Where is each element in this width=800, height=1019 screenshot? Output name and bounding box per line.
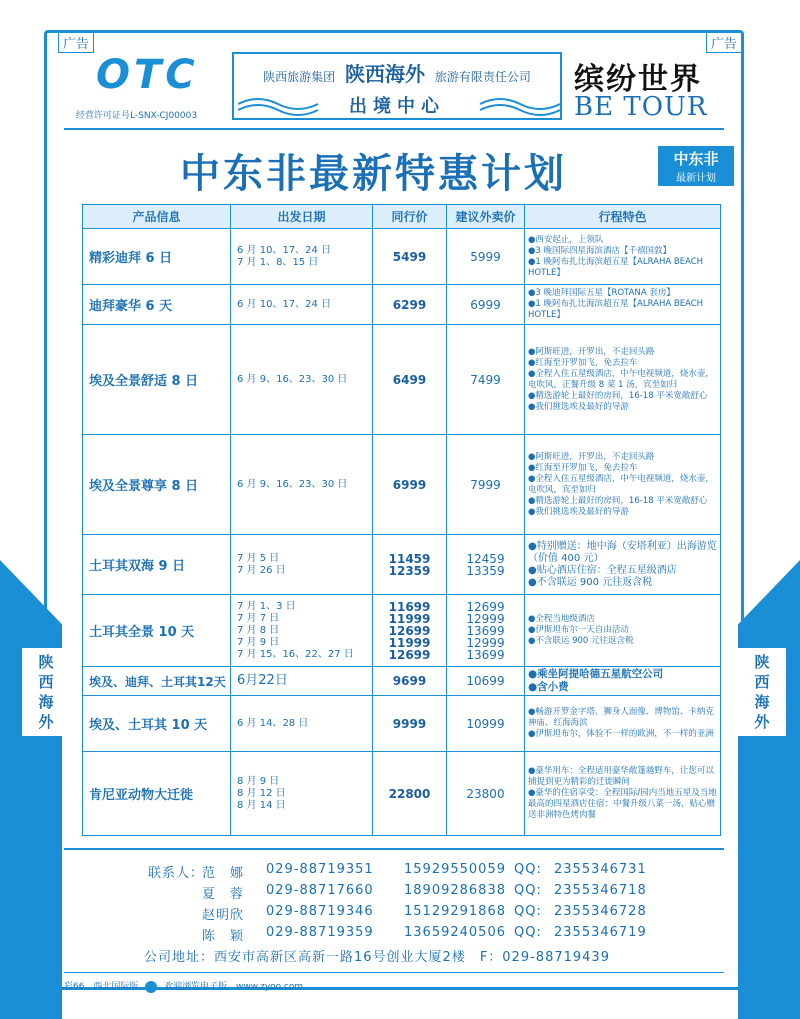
tour-table — [82, 204, 721, 836]
features — [525, 285, 721, 325]
table-row — [83, 667, 721, 696]
company-line — [234, 58, 560, 87]
side-char: 海 — [754, 693, 770, 711]
qq-label: QQ: — [514, 862, 542, 877]
features — [525, 752, 721, 836]
price-line: 11699 — [388, 599, 431, 614]
price-line: 12699 — [388, 647, 431, 662]
departure-dates — [231, 667, 373, 696]
table-row — [83, 535, 721, 595]
date-line: 7 月 15、16、22、27 日 — [237, 648, 354, 660]
price-line: 12999 — [466, 635, 505, 650]
departure-dates — [231, 595, 373, 667]
feature-item: ●豪华的住宿享受：全程国际/园内当地五星及当地最高的四星酒店住宿：中餐升级八菜一汤，贴心赠送非洲特色烤肉餐 — [528, 788, 717, 820]
qq-label: QQ: — [514, 883, 542, 898]
date-line: 7 月 26 日 — [237, 564, 286, 576]
contact-qq: 2355346728 — [554, 904, 647, 919]
retail-price: 7999 — [447, 435, 525, 535]
product-name: 埃及全景舒适 8 日 — [83, 325, 231, 435]
price-line: 12359 — [388, 563, 431, 578]
features — [525, 696, 721, 752]
features — [525, 667, 721, 696]
feature-item: ●豪华用车：全程适用豪华敞篷越野车，让您可以捕捉到更为精彩的迁徙瞬间 — [528, 766, 714, 787]
feature-item: ●不含联运 900 元往返含税 — [528, 636, 634, 646]
badge-line-1: 中东非 — [673, 150, 719, 168]
table-row — [83, 229, 721, 285]
side-char: 西 — [754, 673, 770, 691]
date-line: 7 月 1、3 日 — [237, 600, 296, 612]
product-name: 埃及全景尊享 8 日 — [83, 435, 231, 535]
contact-name: 陈 颖 — [202, 929, 245, 944]
contact-name: 夏 蓉 — [202, 887, 245, 902]
date-line: 7 月 1、8、15 日 — [237, 256, 319, 268]
table-row — [83, 752, 721, 836]
departure-dates — [231, 229, 373, 285]
product-name: 埃及、土耳其 10 天 — [83, 696, 231, 752]
feature-item: ●精选游轮上最好的房间，16-18 平米宽敞舒心 — [528, 390, 708, 401]
date-line: 8 月 9 日 — [237, 775, 280, 787]
contact-label: 联系人： — [148, 866, 205, 881]
price-line: 11999 — [388, 611, 431, 626]
price-line: 11999 — [388, 635, 431, 650]
contact-row — [148, 925, 708, 946]
header-retail-price: 建议外卖价 — [447, 205, 525, 229]
page-title: 中东非最新特惠计划 — [180, 151, 567, 197]
contact-name: 赵明欣 — [202, 908, 245, 923]
price-line: 11459 — [388, 551, 431, 566]
side-char: 外 — [754, 713, 770, 731]
features — [525, 229, 721, 285]
side-char: 海 — [38, 693, 54, 711]
badge-line-2: 最新计划 — [676, 173, 716, 184]
peer-price: 22800 — [373, 752, 447, 836]
feature-item: ●3 晚迪拜国际五星【ROTANA 套房】 — [528, 288, 675, 298]
peer-price: 5499 — [373, 229, 447, 285]
header-product: 产品信息 — [83, 205, 231, 229]
contact-mobile: 18909286838 — [404, 883, 506, 898]
peer-price: 6499 — [373, 325, 447, 435]
contact-qq: 2355346718 — [554, 883, 647, 898]
feature-item: ●我们挑选埃及最好的导游 — [528, 401, 629, 412]
side-char: 陕 — [754, 653, 770, 671]
retail-price: 6999 — [447, 285, 525, 325]
date-line: 6 月 9、16、23、30 日 — [237, 478, 348, 490]
retail-price — [447, 535, 525, 595]
peer-price — [373, 595, 447, 667]
product-name: 肯尼亚动物大迁徙 — [83, 752, 231, 836]
feature-item: ●1 晚阿布扎比海滨超五星【ALRAHA BEACH HOTLE】 — [528, 299, 704, 320]
header-divider — [64, 128, 724, 130]
publication-name: 西北国际版 — [93, 982, 139, 992]
header-peer-price: 同行价 — [373, 205, 447, 229]
company-address: 公司地址：西安市高新区高新一路16号创业大厦2楼 F：029-88719439 — [144, 950, 610, 965]
feature-item: ●全程入住五星级酒店，中午电视频道，烧水壶，电吹风，正餐升级 8 菜 1 汤，宾至如归 — [528, 368, 714, 390]
departure-dates — [231, 696, 373, 752]
features — [525, 535, 721, 595]
otc-logo: OTC — [96, 52, 199, 98]
qq-label: QQ: — [514, 925, 542, 940]
company-box — [232, 52, 562, 120]
contact-block — [148, 862, 708, 946]
table-row — [83, 595, 721, 667]
date-line: 7 月 7 日 — [237, 612, 280, 624]
footer-divider — [64, 972, 724, 973]
contact-name: 范 娜 — [202, 866, 245, 881]
header-features: 行程特色 — [525, 205, 721, 229]
departure-dates — [231, 285, 373, 325]
page-number: 彩66 — [64, 982, 85, 992]
date-line: 7 月 5 日 — [237, 552, 280, 564]
product-name: 埃及、迪拜、土耳其12天 — [83, 667, 231, 696]
departure-dates — [231, 435, 373, 535]
retail-price: 10999 — [447, 696, 525, 752]
feature-item: ●阿斯旺进，开罗出，不走回头路 — [528, 451, 655, 462]
contact-mobile: 15129291868 — [404, 904, 506, 919]
peer-price — [373, 535, 447, 595]
price-line: 13699 — [466, 647, 505, 662]
table-row — [83, 435, 721, 535]
retail-price: 23800 — [447, 752, 525, 836]
price-line: 12459 — [466, 551, 505, 566]
contact-tel: 029-88719351 — [266, 862, 374, 877]
feature-item: ●红海至开罗加飞，免去拉车 — [528, 462, 638, 473]
qq-label: QQ: — [514, 904, 542, 919]
feature-item: ●贴心酒店住宿：全程五星级酒店 — [528, 564, 677, 576]
retail-price: 10699 — [447, 667, 525, 696]
price-line: 12699 — [466, 599, 505, 614]
side-label-left — [22, 648, 70, 736]
peer-price: 6299 — [373, 285, 447, 325]
features — [525, 435, 721, 535]
company-main-name: 陕西海外 — [345, 62, 425, 86]
date-line: 8 月 12 日 — [237, 787, 286, 799]
retail-price: 5999 — [447, 229, 525, 285]
contact-tel: 029-88719359 — [266, 925, 374, 940]
side-label-right — [738, 648, 786, 736]
price-line: 13359 — [466, 563, 505, 578]
feature-item: ●含小费 — [528, 681, 569, 693]
date-line: 6月22日 — [237, 673, 288, 688]
retail-price — [447, 595, 525, 667]
peer-price: 6999 — [373, 435, 447, 535]
price-line: 13699 — [466, 623, 505, 638]
peer-price: 9699 — [373, 667, 447, 696]
group-name: 陕西旅游集团 — [263, 70, 336, 84]
contact-tel: 029-88717660 — [266, 883, 374, 898]
contact-divider — [64, 848, 724, 850]
feature-item: ●精选游轮上最好的房间，16-18 平米宽敞舒心 — [528, 495, 708, 506]
features — [525, 595, 721, 667]
feature-item: ●全程当地级酒店 — [528, 614, 595, 624]
brand-chinese: 缤纷世界 — [574, 62, 702, 97]
date-line: 7 月 8 日 — [237, 624, 280, 636]
ad-tag-left: 广告 — [58, 32, 94, 53]
contact-mobile: 13659240506 — [404, 925, 506, 940]
contact-qq: 2355346719 — [554, 925, 647, 940]
date-line: 7 月 9 日 — [237, 636, 280, 648]
brand-english: BE TOUR — [574, 92, 708, 122]
table-row — [83, 325, 721, 435]
publisher-logo-icon — [145, 981, 157, 993]
price-line: 12699 — [388, 623, 431, 638]
corner-badge — [658, 146, 734, 186]
feature-item: ●阿斯旺进，开罗出，不走回头路 — [528, 346, 655, 357]
date-line: 6 月 10、17、24 日 — [237, 298, 332, 310]
date-line: 6 月 9、16、23、30 日 — [237, 373, 348, 385]
product-name: 迪拜豪华 6 天 — [83, 285, 231, 325]
feature-item: ●伊斯坦布尔一天自由活动 — [528, 625, 629, 635]
product-name: 土耳其全景 10 天 — [83, 595, 231, 667]
feature-item: ●不含联运 900 元往返含税 — [528, 576, 653, 588]
website-url[interactable]: www.zyoo.com — [235, 982, 304, 992]
feature-item: ●我们挑选埃及最好的导游 — [528, 506, 629, 517]
table-row — [83, 285, 721, 325]
date-line: 6 月 10、17、24 日 — [237, 244, 332, 256]
product-name: 精彩迪拜 6 日 — [83, 229, 231, 285]
feature-item: ●1 晚阿布扎比海滨超五星【ALRAHA BEACH HOTLE】 — [528, 256, 704, 278]
feature-item: ●3 晚国际四星海滨酒店【千禧国敦】 — [528, 245, 672, 256]
departure-dates — [231, 535, 373, 595]
company-suffix: 旅游有限责任公司 — [434, 70, 531, 84]
product-name: 土耳其双海 9 日 — [83, 535, 231, 595]
feature-item: ●乘坐阿提哈德五星航空公司 — [528, 668, 664, 680]
date-line: 6 月 14、28 日 — [237, 717, 309, 729]
side-char: 陕 — [38, 653, 54, 671]
tour-table-wrapper — [82, 204, 720, 836]
departure-dates — [231, 752, 373, 836]
license-number: 经营许可证号L-SNX-CJ00003 — [76, 111, 198, 121]
header-date: 出发日期 — [231, 205, 373, 229]
page-footer — [64, 979, 303, 993]
feature-item: ●伊斯坦布尔，体验不一样的欧洲，不一样的亚洲 — [528, 729, 714, 739]
price-line: 12999 — [466, 611, 505, 626]
departure-dates — [231, 325, 373, 435]
retail-price: 7499 — [447, 325, 525, 435]
feature-item: ●红海至开罗加飞，免去拉车 — [528, 357, 638, 368]
side-char: 外 — [38, 713, 54, 731]
date-line: 8 月 14 日 — [237, 799, 286, 811]
welcome-text: 欢迎浏览电子版 — [164, 982, 228, 992]
feature-item: ●畅游开罗金字塔、狮身人面像、博物馆、卡纳克神庙、红海海滨 — [528, 707, 714, 728]
department-name: 出境中心 — [349, 96, 445, 117]
feature-item: ●全程入住五星级酒店，中午电视频道，烧水壶，电吹风，宾至如归 — [528, 473, 714, 495]
table-header-row — [83, 205, 721, 229]
ad-tag-right: 广告 — [706, 32, 742, 53]
contact-mobile: 15929550059 — [404, 862, 506, 877]
contact-row — [148, 904, 708, 925]
contact-row — [148, 862, 708, 883]
contact-tel: 029-88719346 — [266, 904, 374, 919]
contact-row — [148, 883, 708, 904]
table-row — [83, 696, 721, 752]
peer-price: 9999 — [373, 696, 447, 752]
right-blue-panel — [738, 560, 800, 1019]
feature-item: ●特别赠送：地中海（安塔利亚）出海游览（价值 400 元） — [528, 540, 717, 564]
contact-qq: 2355346731 — [554, 862, 647, 877]
side-char: 西 — [38, 673, 54, 691]
feature-item: ●西安起止，上领队 — [528, 234, 604, 245]
features — [525, 325, 721, 435]
